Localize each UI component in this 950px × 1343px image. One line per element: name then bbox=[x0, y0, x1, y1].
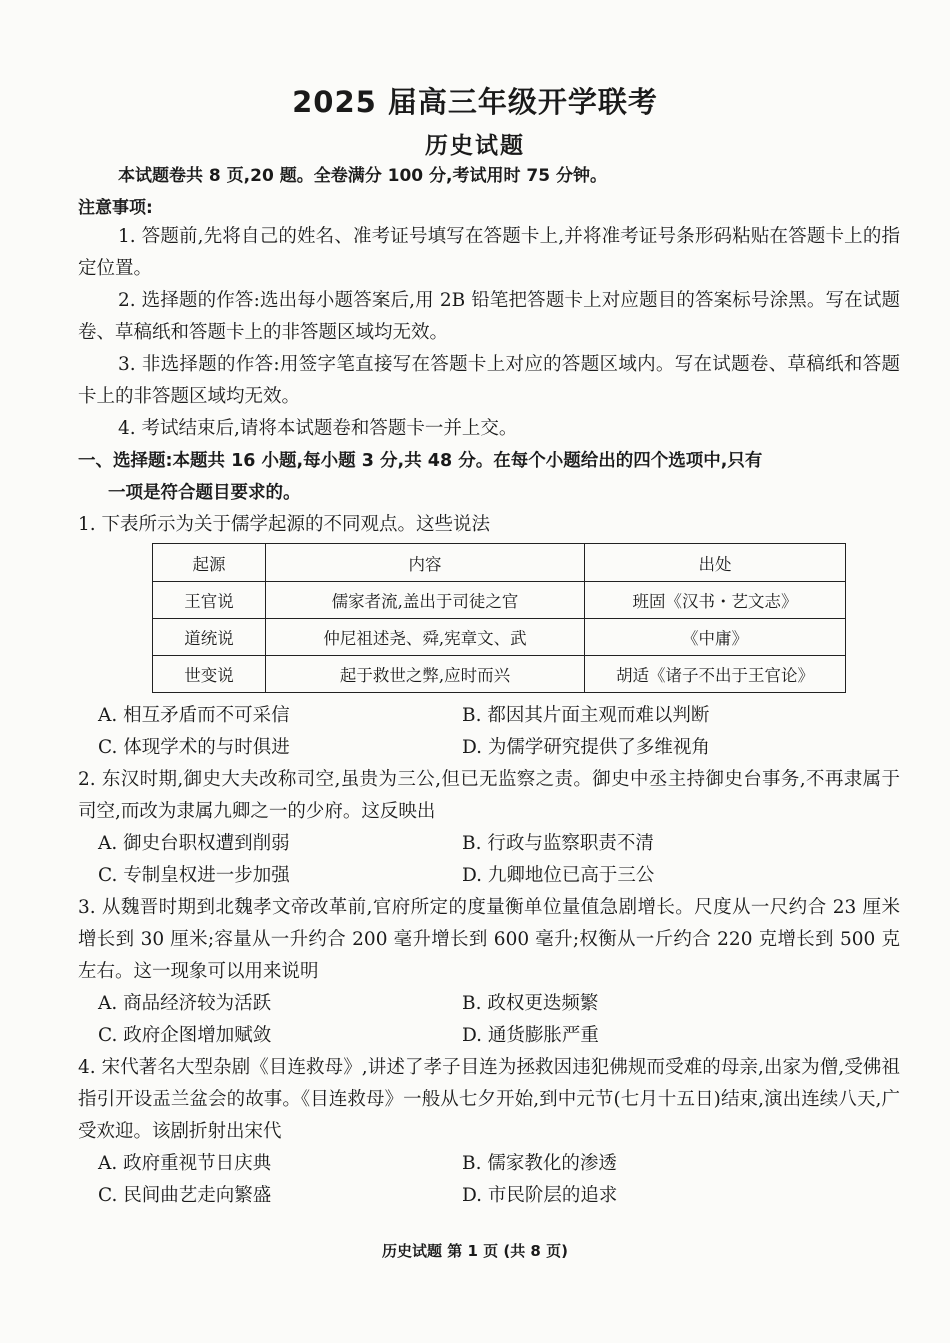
q2-option-a: A. 御史台职权遭到削弱 bbox=[98, 833, 290, 854]
table-cell: 道统说 bbox=[153, 619, 266, 656]
q2-option-d: D. 九卿地位已高于三公 bbox=[462, 865, 655, 886]
table-row bbox=[153, 656, 846, 693]
table-cell: 班固《汉书・艺文志》 bbox=[585, 582, 846, 619]
table-row bbox=[153, 619, 846, 656]
table-cell: 世变说 bbox=[153, 656, 266, 693]
q2-option-b: B. 行政与监察职责不清 bbox=[462, 833, 654, 854]
q4-option-c: C. 民间曲艺走向繁盛 bbox=[98, 1185, 272, 1206]
notice-title: 注意事项: bbox=[78, 198, 153, 218]
table-cell: 王官说 bbox=[153, 582, 266, 619]
table-header-row bbox=[153, 544, 846, 582]
question-4-stem: 4. 宋代著名大型杂剧《目连救母》,讲述了孝子目连为拯救因违犯佛规而受难的母亲,出家为僧,受佛祖指引开设盂兰盆会的故事。《目连救母》一般从七夕开始,到中元节(七月十五日)结束,演出连续八天,广受欢迎。该剧折射出宋代 bbox=[78, 1057, 900, 1142]
q1-option-c: C. 体现学术的与时俱进 bbox=[98, 737, 290, 758]
q1-option-d: D. 为儒学研究提供了多维视角 bbox=[462, 737, 710, 758]
question-2-stem: 2. 东汉时期,御史大夫改称司空,虽贵为三公,但已无监察之责。御史中丞主持御史台事务,不再隶属于司空,而改为隶属九卿之一的少府。这反映出 bbox=[78, 769, 900, 822]
page-footer: 历史试题 第 1 页 (共 8 页) bbox=[382, 1242, 568, 1260]
notice-item-1: 1. 答题前,先将自己的姓名、准考证号填写在答题卡上,并将准考证号条形码粘贴在答题卡上的指定位置。 bbox=[78, 226, 900, 279]
table-cell: 《中庸》 bbox=[585, 619, 846, 656]
q4-option-d: D. 市民阶层的追求 bbox=[462, 1185, 618, 1206]
q3-option-a: A. 商品经济较为活跃 bbox=[98, 993, 272, 1014]
notice-item-2: 2. 选择题的作答:选出每小题答案后,用 2B 铅笔把答题卡上对应题目的答案标号涂黑。写在试题卷、草稿纸和答题卡上的非答题区域均无效。 bbox=[78, 290, 900, 343]
subject-title: 历史试题 bbox=[425, 133, 525, 159]
question-3-stem: 3. 从魏晋时期到北魏孝文帝改革前,官府所定的度量衡单位量值急剧增长。尺度从一尺约合 23 厘米增长到 30 厘米;容量从一升约合 200 毫升增长到 600 毫升;权衡从一斤约合 220 克增长到 500 克左右。这一现象可以用来说明 bbox=[78, 897, 900, 982]
q3-option-b: B. 政权更迭频繁 bbox=[462, 993, 599, 1014]
question-1-stem: 1. 下表所示为关于儒学起源的不同观点。这些说法 bbox=[78, 514, 491, 535]
notice-item-4: 4. 考试结束后,请将本试题卷和答题卡一并上交。 bbox=[118, 418, 518, 439]
q1-option-a: A. 相互矛盾而不可采信 bbox=[98, 705, 290, 726]
q2-option-c: C. 专制皇权进一步加强 bbox=[98, 865, 290, 886]
q3-option-c: C. 政府企图增加赋敛 bbox=[98, 1025, 272, 1046]
section-heading-cont: 一项是符合题目要求的。 bbox=[108, 483, 301, 503]
table-header: 出处 bbox=[585, 544, 846, 582]
table-header: 内容 bbox=[266, 544, 585, 582]
table-cell: 起于救世之弊,应时而兴 bbox=[266, 656, 585, 693]
exam-info: 本试题卷共 8 页,20 题。全卷满分 100 分,考试用时 75 分钟。 bbox=[118, 166, 607, 186]
table-row bbox=[153, 582, 846, 619]
section-heading: 一、选择题:本题共 16 小题,每小题 3 分,共 48 分。在每个小题给出的四个选项中,只有 bbox=[78, 451, 763, 471]
table-cell: 仲尼祖述尧、舜,宪章文、武 bbox=[266, 619, 585, 656]
table-cell: 儒家者流,盖出于司徒之官 bbox=[266, 582, 585, 619]
notice-item-3: 3. 非选择题的作答:用签字笔直接写在答题卡上对应的答题区域内。写在试题卷、草稿纸和答题卡上的非答题区域均无效。 bbox=[78, 354, 900, 407]
q1-option-b: B. 都因其片面主观而难以判断 bbox=[462, 705, 710, 726]
table-header: 起源 bbox=[153, 544, 266, 582]
q4-option-b: B. 儒家教化的渗透 bbox=[462, 1153, 617, 1174]
q3-option-d: D. 通货膨胀严重 bbox=[462, 1025, 599, 1046]
origin-table bbox=[152, 543, 846, 693]
exam-title: 2025 届高三年级开学联考 bbox=[292, 85, 658, 119]
q4-option-a: A. 政府重视节日庆典 bbox=[98, 1153, 272, 1174]
table-cell: 胡适《诸子不出于王官论》 bbox=[585, 656, 846, 693]
